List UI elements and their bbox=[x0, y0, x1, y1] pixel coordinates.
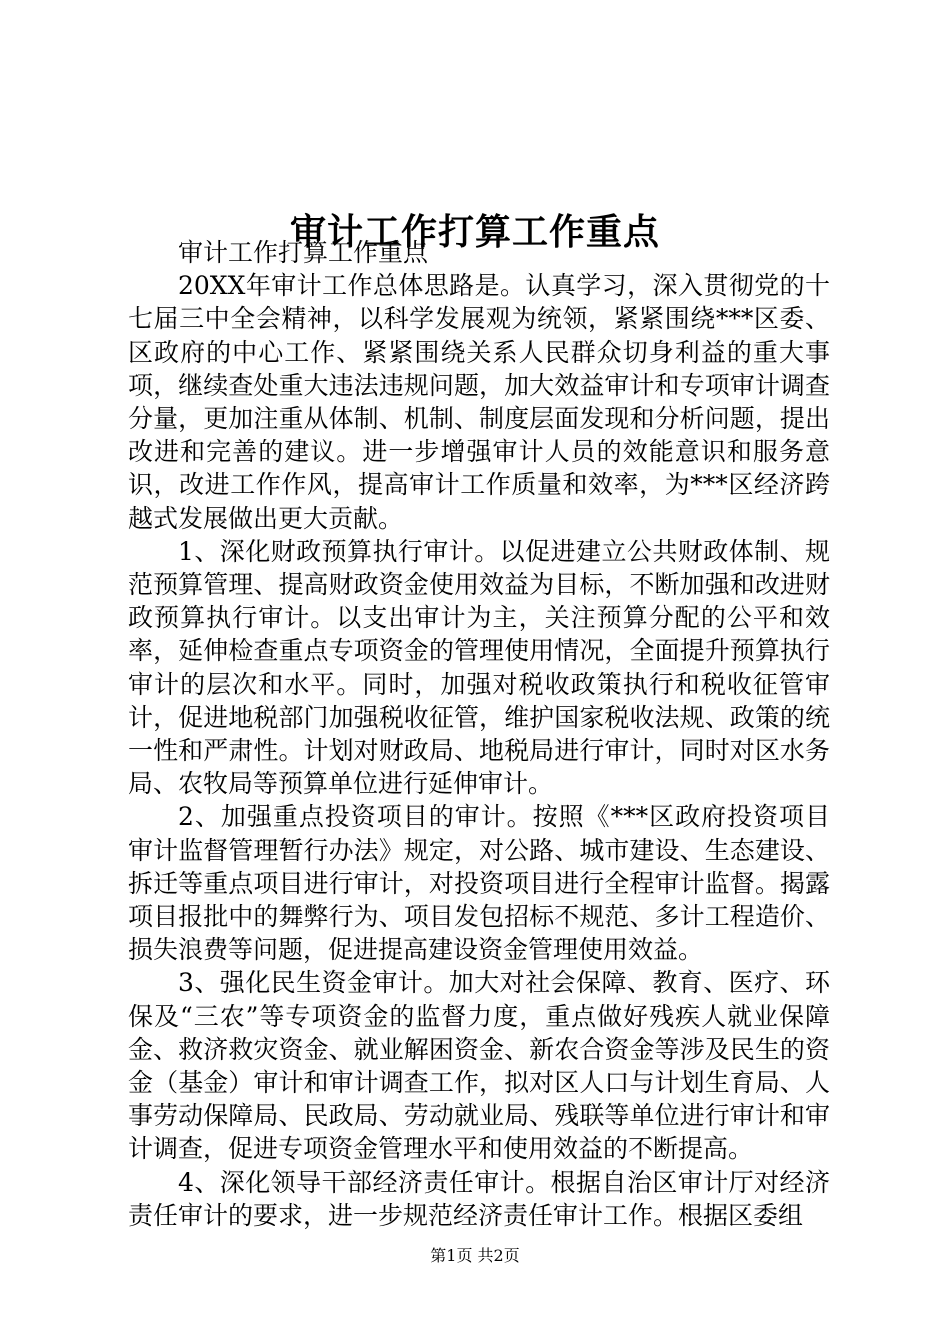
document-body bbox=[128, 236, 830, 1232]
paragraph-overview: 20XX年审计工作总体思路是。认真学习，深入贯彻党的十七届三中全会精神，以科学发展观为统领，紧紧围绕***区委、区政府的中心工作、紧紧围绕关系人民群众切身利益的重大事项，继续查处重大违法违规问题，加大效益审计和专项审计调查分量，更加注重从体制、机制、制度层面发现和分析问题，提出改进和完善的建议。进一步增强审计人员的效能意识和服务意识，改进工作作风，提高审计工作质量和效率，为***区经济跨越式发展做出更大贡献。 bbox=[128, 271, 830, 533]
document-title: 审计工作打算工作重点 bbox=[289, 211, 660, 254]
page-number-footer: 第1页 共2页 bbox=[430, 1246, 520, 1265]
paragraph-item-2: 2、加强重点投资项目的审计。按照《***区政府投资项目审计监督管理暂行办法》规定，对公路、城市建设、生态建设、拆迁等重点项目进行审计，对投资项目进行全程审计监督。揭露项目报批中的舞弊行为、项目发包招标不规范、多计工程造价、损失浪费等问题，促进提高建设资金管理使用效益。 bbox=[128, 802, 830, 965]
paragraph-item-4: 4、深化领导干部经济责任审计。根据自治区审计厅对经济责任审计的要求，进一步规范经济责任审计工作。根据区委组 bbox=[128, 1167, 830, 1230]
paragraph-subtitle: 审计工作打算工作重点 bbox=[178, 238, 429, 267]
paragraph-item-3: 3、强化民生资金审计。加大对社会保障、教育、医疗、环保及“三农”等专项资金的监督力度，重点做好残疾人就业保障金、救济救灾资金、就业解困资金、新农合资金等涉及民生的资金（基金）审计和审计调查工作，拟对区人口与计划生育局、人事劳动保障局、民政局、劳动就业局、残联等单位进行审计和审计调查，促进专项资金管理水平和使用效益的不断提高。 bbox=[128, 968, 830, 1164]
paragraph-item-1: 1、深化财政预算执行审计。以促进建立公共财政体制、规范预算管理、提高财政资金使用效益为目标，不断加强和改进财政预算执行审计。以支出审计为主，关注预算分配的公平和效率，延伸检查重点专项资金的管理使用情况，全面提升预算执行审计的层次和水平。同时，加强对税收政策执行和税收征管审计，促进地税部门加强税收征管，维护国家税收法规、政策的统一性和严肃性。计划对财政局、地税局进行审计，同时对区水务局、农牧局等预算单位进行延伸审计。 bbox=[128, 536, 830, 799]
